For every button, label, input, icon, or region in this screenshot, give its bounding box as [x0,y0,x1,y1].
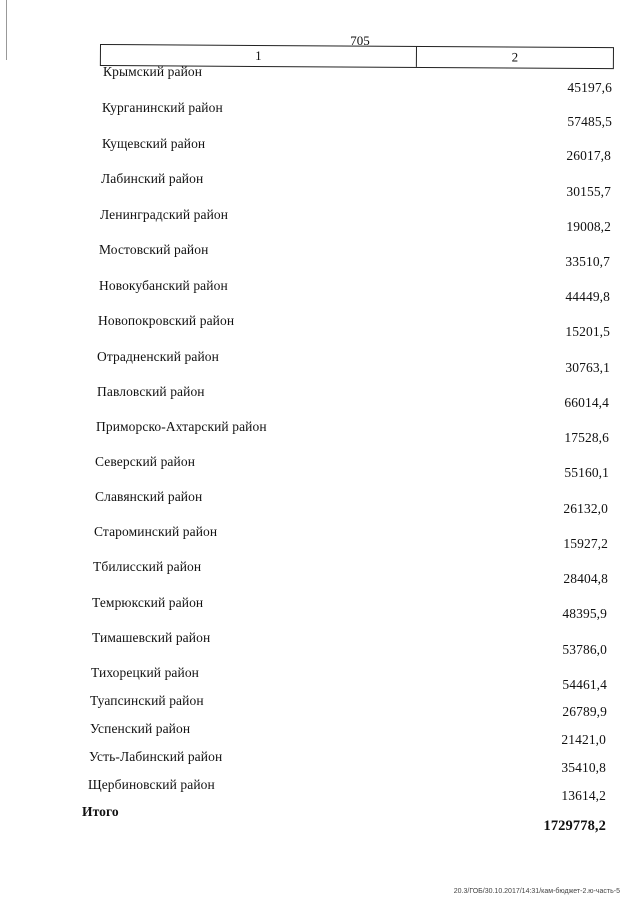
row-label: Темрюкский район [92,595,204,610]
row-label: Староминский район [94,524,218,539]
row-label: Славянский район [95,489,203,504]
row-value: 15927,2 [563,536,608,551]
row-label: Тбилисский район [93,559,202,574]
row-value: 55160,1 [564,465,609,480]
row-value: 57485,5 [567,114,612,129]
row-label: Курганинский район [102,100,223,115]
row-value: 19008,2 [566,219,611,234]
row-label: Отрадненский район [97,349,219,364]
row-value: 26017,8 [566,148,611,163]
row-value: 15201,5 [565,324,610,339]
total-value: 1729778,2 [543,818,606,834]
row-value: 30155,7 [566,184,611,199]
row-label: Усть-Лабинский район [89,749,223,764]
row-label: Новопокровский район [98,313,235,328]
row-label: Тихорецкий район [91,665,200,680]
row-label: Северский район [95,454,196,469]
row-label: Щербиновский район [88,777,215,792]
row-label: Тимашевский район [92,630,211,645]
row-label: Кущевский район [102,136,206,151]
row-value: 26789,9 [562,704,607,719]
row-value: 33510,7 [565,254,610,269]
row-label: Ленинградский район [100,207,229,222]
row-value: 13614,2 [561,788,606,803]
row-label: Приморско-Ахтарский район [96,419,267,434]
row-value: 66014,4 [564,395,609,410]
row-label: Павловский район [97,384,205,399]
row-label: Лабинский район [101,171,204,186]
row-value: 45197,6 [567,80,612,95]
row-label: Туапсинский район [90,693,204,708]
header-col-1: 1 [101,45,417,67]
row-value: 26132,0 [563,501,608,516]
total-label: Итого [82,804,119,819]
row-label: Успенский район [90,721,191,736]
page-number: 705 [350,33,370,48]
row-label: Крымский район [103,64,203,79]
row-value: 54461,4 [562,677,607,692]
row-value: 48395,9 [562,606,607,621]
row-value: 28404,8 [563,571,608,586]
header-col-2: 2 [511,49,519,65]
row-value: 35410,8 [561,760,606,775]
row-value: 21421,0 [561,732,606,747]
row-label: Новокубанский район [99,278,228,293]
row-value: 53786,0 [562,642,607,657]
row-label: Мостовский район [99,242,209,257]
footer-stamp: 20.3/ГОБ/30.10.2017/14:31/кам-бюджет-2.ю-часть-5 [453,888,620,895]
row-value: 44449,8 [565,289,610,304]
row-value: 30763,1 [565,360,610,375]
row-value: 17528,6 [564,430,609,445]
